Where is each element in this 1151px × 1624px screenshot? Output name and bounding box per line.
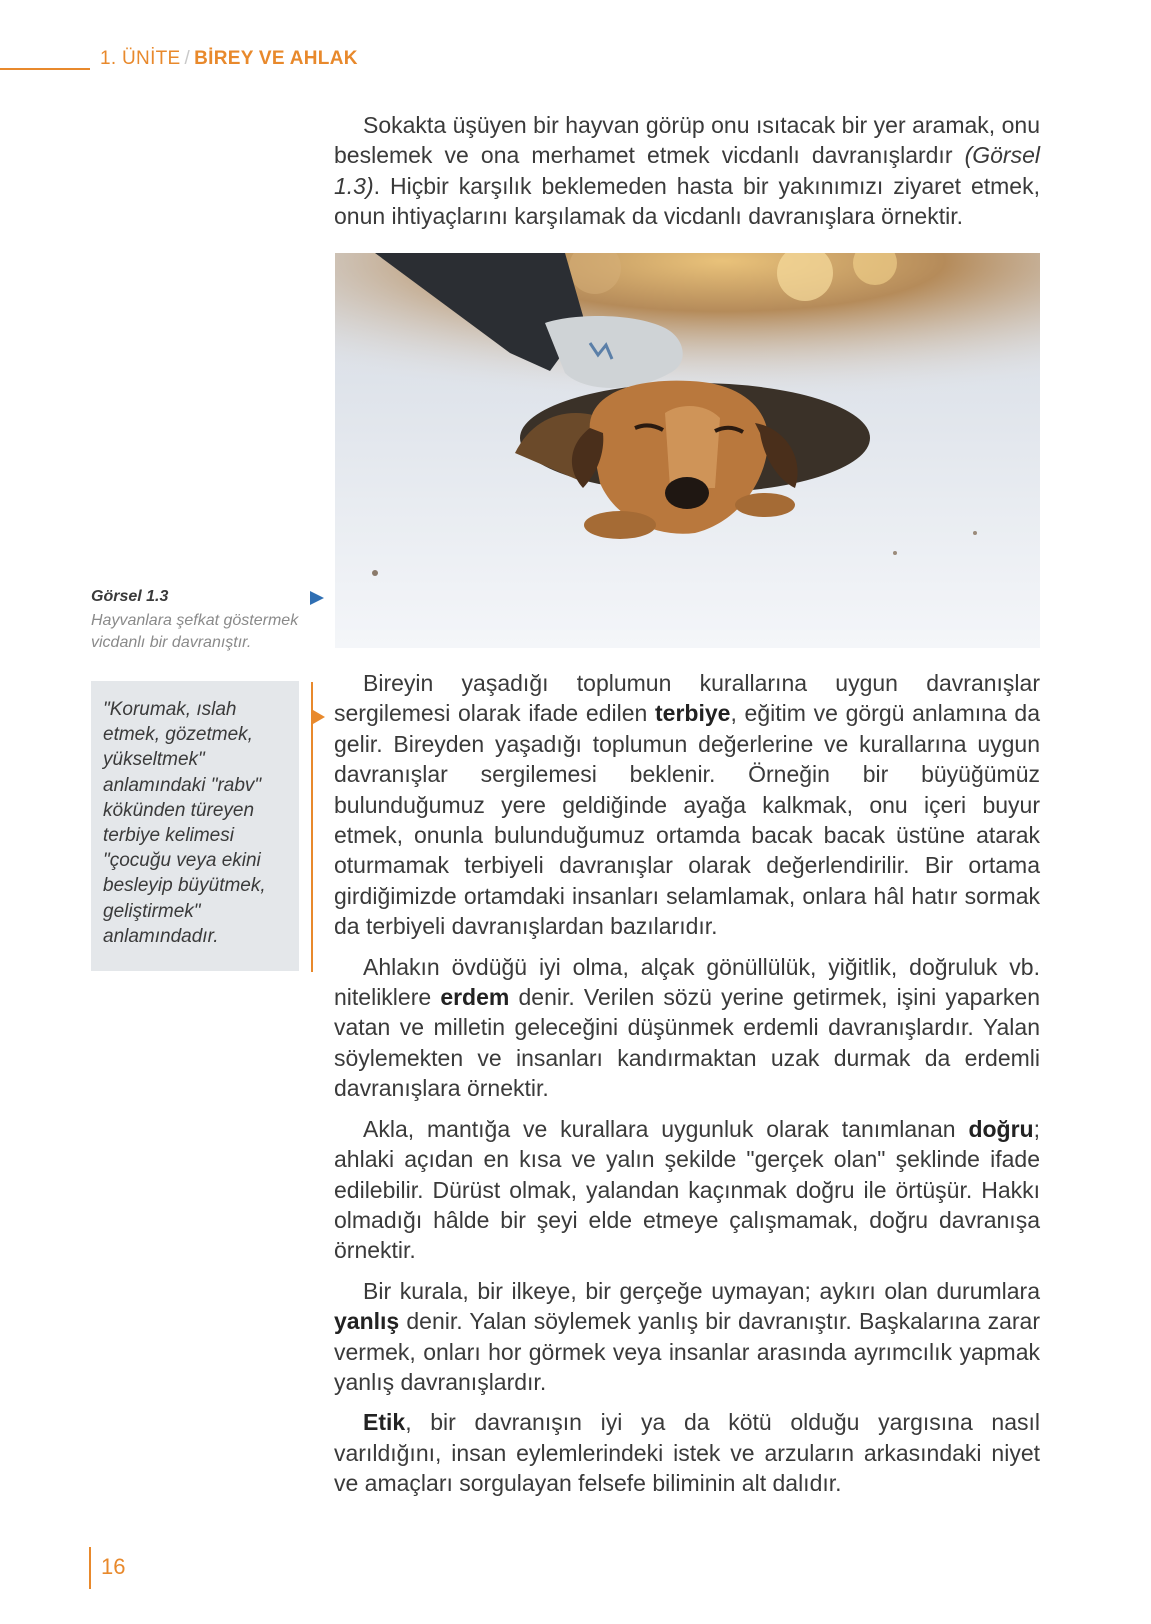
- paragraph-yanlis: Bir kurala, bir ilkeye, bir gerçeğe uymayan; aykırı olan durumlara yanlış denir. Yalan söylemek yanlış bir davranıştır. Başkalarına zarar vermek, onları hor görmek veya insanlar arasında ayrımcılık yapmak yanlış davranışlardır.: [334, 1277, 1040, 1395]
- term-dogru: doğru: [968, 1115, 1034, 1142]
- term-etik: Etik: [363, 1409, 406, 1436]
- header-separator: /: [184, 48, 191, 69]
- paragraph-erdem: Ahlakın övdüğü iyi olma, alçak gönüllülük, yiğitlik, doğruluk vb. niteliklere erdem denir. Verilen sözü yerine getirmek, işini yaparken vatan ve milletin geleceğini düşünmek erdemli davranışlardır. Yalan söylemekten ve insanları kandırmaktan uzak durmak da erdemli davranışlara örnektir.: [334, 953, 1041, 1102]
- figure-title: Görsel 1.3: [91, 588, 169, 605]
- sidebar-note-text: "Korumak, ıslah etmek, gözetmek, yükseltmek" anlamındaki "rabv" kökünden türeyen terbiye kelimesi "çocuğu veya ekini besleyip büyütmek, geliştirmek" anlamındadır.: [103, 699, 266, 947]
- paragraph-etik: Etik, bir davranışın iyi ya da kötü olduğu yargısına nasıl varıldığını, insan eylemlerindeki istek ve arzuların arkasındaki niyet ve amaçları sorgulayan felsefe biliminin alt dalıdır.: [334, 1409, 1040, 1497]
- paragraph-dogru: Akla, mantığa ve kurallara uygunluk olarak tanımlanan doğru; ahlaki açıdan en kısa ve yalın şekilde "gerçek olan" şeklinde ifade edilebilir. Dürüst olmak, yalandan kaçınmak doğru ile örtüşür. Hakkı olmadığı hâlde bir şeyi elde etmeye çalışmamak, doğru davranışa örnektir.: [334, 1115, 1040, 1264]
- intro-text: Sokakta üşüyen bir hayvan görüp onu ısıtacak bir yer aramak, onu beslemek ve ona merhamet etmek vicdanlı davranışlardır: [334, 112, 1040, 169]
- term-erdem: erdem: [440, 984, 510, 1011]
- section-title: BİREY VE AHLAK: [194, 48, 358, 69]
- paragraph-terbiye: Bireyin yaşadığı toplumun kurallarına uygun davranışlar sergilemesi olarak ifade edilen terbiye, eğitim ve görgü anlamına da gelir. Bireyden yaşadığı toplumun değerlerine ve kurallarına uygun davranışlar sergilemesi beklenir. Örneğin bir büyüğümüz bulunduğumuz yere geldiğinde ayağa kalkmak, onu içeri buyur etmek, onunla bulunduğumuz ortamda bacak bacak üstüne atarak oturmamak terbiyeli davranışlar olarak değerlendirilir. Bir ortama girdiğimizde ortamdaki insanları selamlamak, onlara hâl hatır sormak da terbiyeli davranışlardan bazılarıdır.: [334, 670, 1040, 940]
- header-rule: [0, 68, 90, 70]
- term-yanlis: yanlış: [334, 1308, 400, 1335]
- intro-paragraph: [334, 110, 1040, 232]
- note-pointer-icon: [313, 710, 325, 724]
- figure-reference: (Görsel 1.3): [334, 142, 1040, 199]
- running-header: [100, 48, 358, 70]
- unit-label: 1. ÜNİTE: [100, 48, 181, 69]
- intro-text-cont: . Hiçbir karşılık beklemeden hasta bir yakınımızı ziyaret etmek, onun ihtiyaçlarını karşılamak da vicdanlı davranışlara örnektir.: [334, 172, 1040, 230]
- page-number-rule: [89, 1547, 91, 1589]
- page-number: 16: [101, 1554, 126, 1579]
- term-terbiye: terbiye: [655, 700, 731, 727]
- main-text: [334, 668, 1040, 1499]
- sidebar-note-rule: [311, 682, 313, 972]
- dog-photo: [335, 253, 1040, 648]
- sidebar-note-box: [91, 681, 299, 971]
- caption-pointer-icon: [310, 591, 324, 605]
- figure-caption: Hayvanlara şefkat göstermek vicdanlı bir davranıştır.: [91, 612, 299, 651]
